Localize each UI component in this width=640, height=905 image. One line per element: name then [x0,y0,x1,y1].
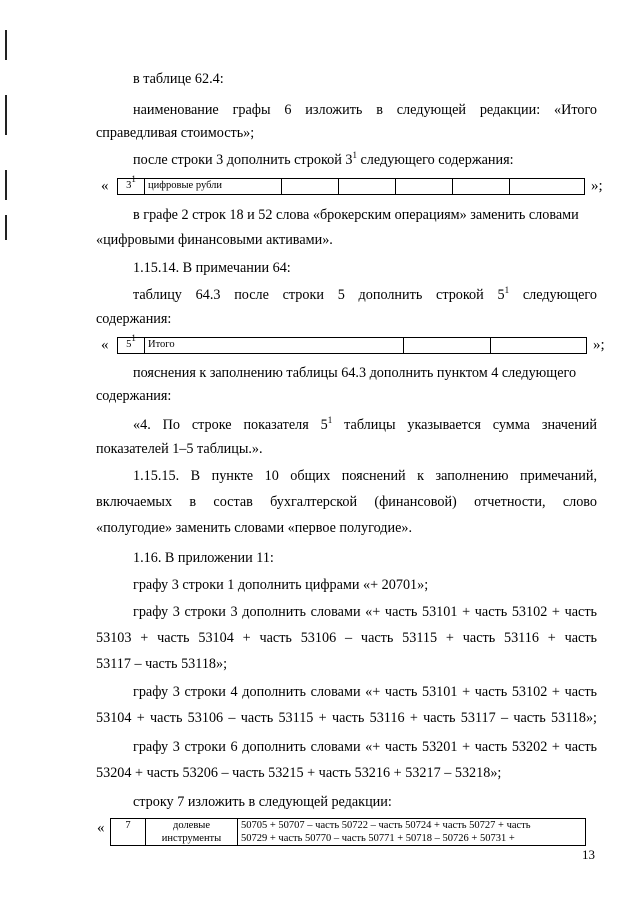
text-line: содержания: [96,311,172,327]
page-number: 13 [582,847,595,862]
text-line: таблицу 64.3 после строки 5 дополнить строкой $5^1$ следующего [133,285,597,303]
margin-mark [5,30,7,60]
quote-open: « [97,820,105,836]
text-line: 53103 + часть 53104 + часть 53106 – часть 53115 + часть 53116 + часть [96,630,597,646]
text-line: показателей 1–5 таблицы.». [96,441,263,457]
quote-open: « [101,337,109,353]
text-line: графу 3 строки 1 дополнить цифрами «+ 20701»; [133,577,429,593]
section-heading: 1.16. В приложении 11: [133,550,274,566]
text-line: наименование графы 6 изложить в следующей редакции: «Итого [133,102,597,118]
text-line: в графе 2 строк 18 и 52 слова «брокерским операциям» заменить словами [133,207,579,223]
text-line: 53117 – часть 53118»; [96,656,228,672]
row-formula: 50705 + 50707 – часть 50722 – часть 50724 + часть 50727 + часть 50729 + часть 50770 – часть 50771 + 50718 – 50726 + 50731 + [238,819,586,846]
text-line: содержания: [96,388,172,404]
section-heading: 1.15.15. В пункте 10 общих пояснений к заполнению примечаний, [133,468,597,484]
text-line: в таблице 62.4: [133,71,224,87]
text-line: 53104 + часть 53106 – часть 53115 + часть 53116 + часть 53117 – часть 53118»; [96,710,597,726]
row-label: долевые инструменты [146,819,238,846]
text-line: 53204 + часть 53206 – часть 53215 + часть 53216 + 53217 – 53218»; [96,765,502,781]
margin-mark [5,95,7,135]
text-line: «4. По строке показателя $5^1$ таблицы указывается сумма значений [133,415,597,433]
section-heading: 1.15.14. В примечании 64: [133,260,291,276]
row-number: 7 [111,819,146,846]
inserted-row-table: $3^1$ цифровые рубли [117,178,585,195]
text-line: графу 3 строки 3 дополнить словами «+ часть 53101 + часть 53102 + часть [133,604,597,620]
text-line: после строки 3 дополнить строкой $3^1$ следующего содержания: [133,150,514,168]
text-line: справедливая стоимость»; [96,125,255,141]
text-line: включаемых в состав бухгалтерской (финансовой) отчетности, слово [96,494,597,510]
text-line: строку 7 изложить в следующей редакции: [133,794,392,810]
margin-mark [5,170,7,200]
text-line: графу 3 строки 6 дополнить словами «+ часть 53201 + часть 53202 + часть [133,739,597,755]
quote-open: « [101,178,109,194]
text-line: «цифровыми финансовыми активами». [96,232,333,248]
margin-mark [5,215,7,240]
row-7-table [110,818,586,846]
inserted-row-table: $5^1$ Итого [117,337,587,354]
quote-close: »; [593,337,605,353]
quote-close: »; [591,178,603,194]
text-line: «полугодие» заменить словами «первое полугодие». [96,520,413,536]
text-line: пояснения к заполнению таблицы 64.3 дополнить пунктом 4 следующего [133,365,577,381]
text-line: графу 3 строки 4 дополнить словами «+ часть 53101 + часть 53102 + часть [133,684,597,700]
